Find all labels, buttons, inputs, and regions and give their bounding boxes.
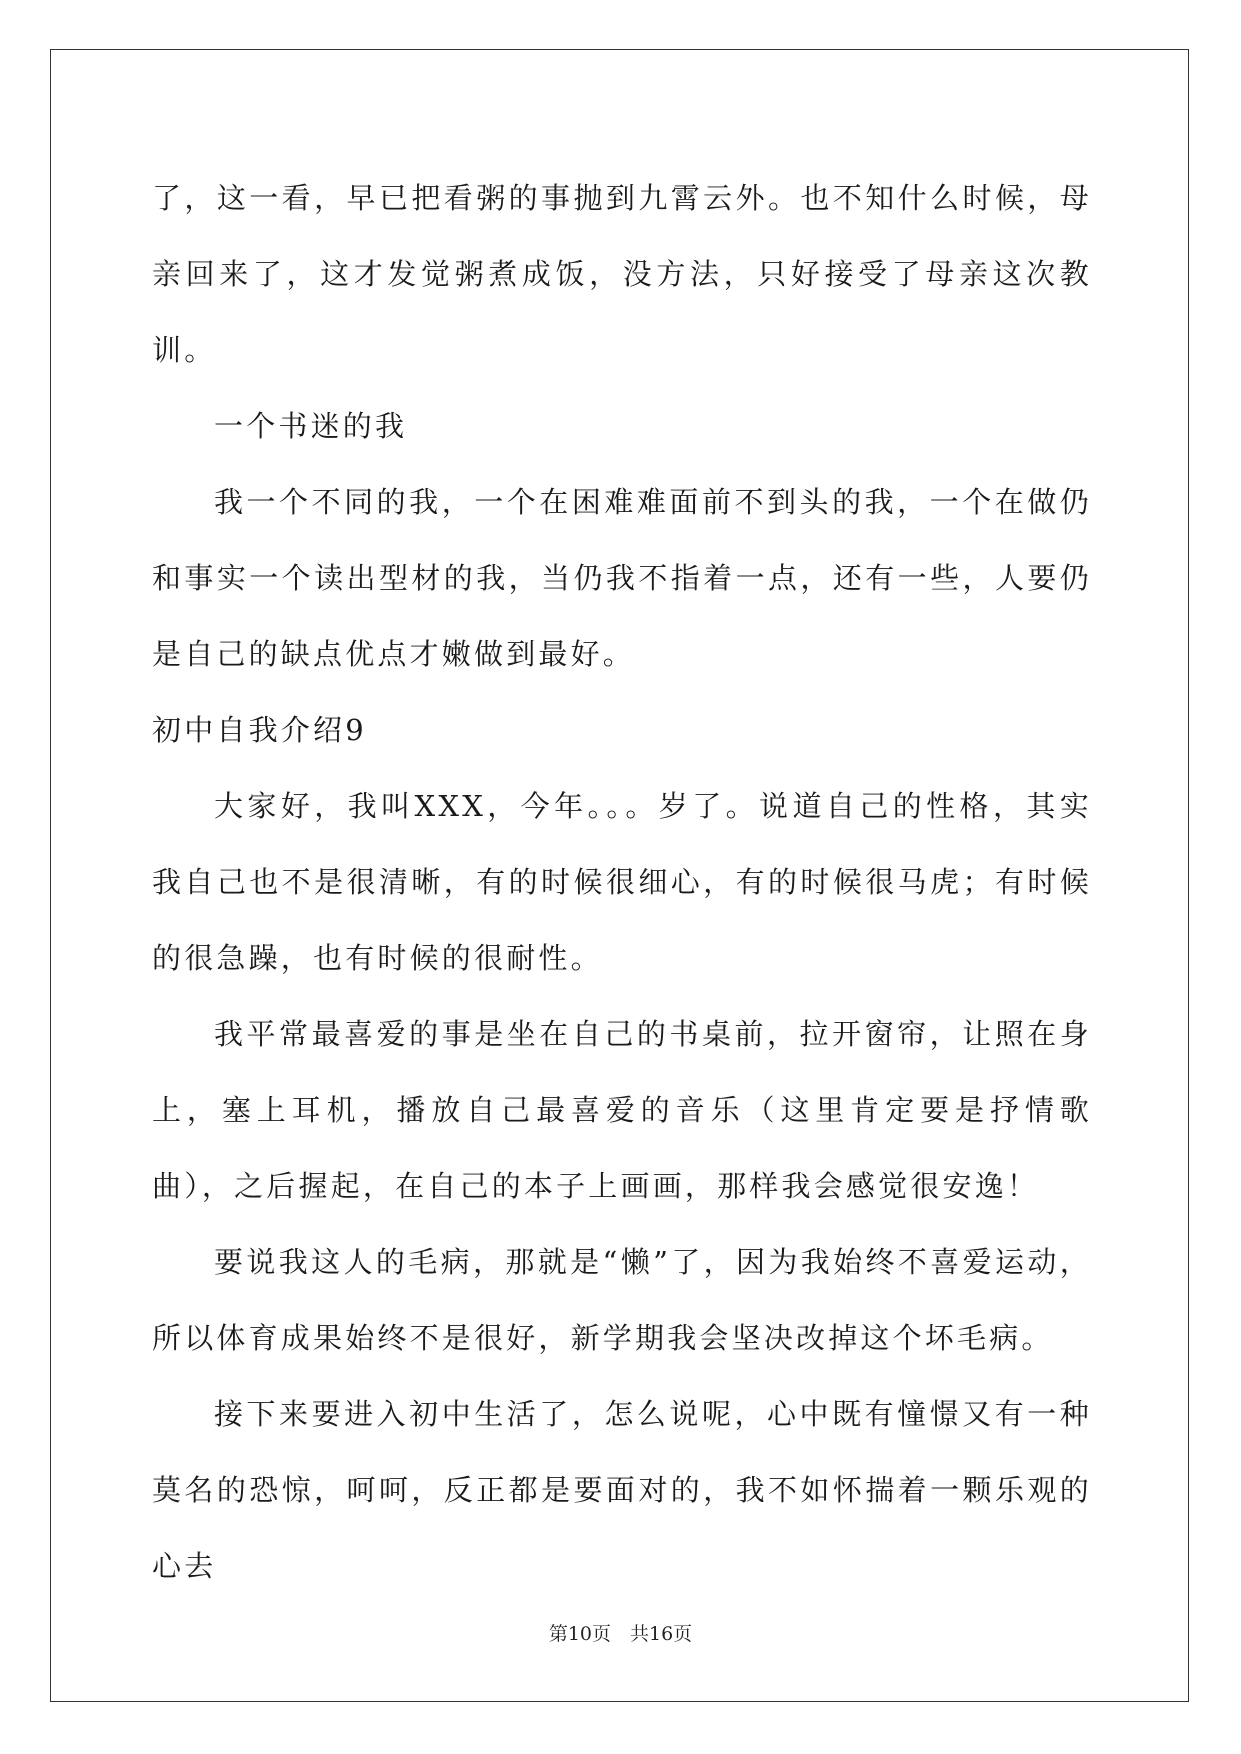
paragraph: 我平常最喜爱的事是坐在自己的书桌前，拉开窗帘，让照在身上，塞上耳机，播放自己最喜爱的音乐（这里肯定要是抒情歌曲），之后握起，在自己的本子上画画，那样我会感觉很安逸！	[152, 1017, 1092, 1203]
paragraph: 要说我这人的毛病，那就是“懒”了，因为我始终不喜爱运动，所以体育成果始终不是很好，新学期我会坚决改掉这个坏毛病。	[152, 1245, 1092, 1355]
paragraph: 大家好，我叫XXX，今年。。。岁了。说道自己的性格，其实我自己也不是很清晰，有的时候很细心，有的时候很马虎；有时候的很急躁，也有时候的很耐性。	[152, 789, 1092, 975]
paragraph: 接下来要进入初中生活了，怎么说呢，心中既有憧憬又有一种莫名的恐惊，呵呵，反正都是要面对的，我不如怀揣着一颗乐观的心去	[152, 1397, 1092, 1583]
paragraph-continuation: 了，这一看，早已把看粥的事抛到九霄云外。也不知什么时候，母亲回来了，这才发觉粥煮成饭，没方法，只好接受了母亲这次教训。	[152, 181, 1092, 367]
document-body	[152, 160, 1092, 1604]
paragraph: 我一个不同的我，一个在困难难面前不到头的我，一个在做仍和事实一个读出型材的我，当仍我不指着一点，还有一些，人要仍是自己的缺点优点才嫩做到最好。	[152, 485, 1092, 671]
page-number-footer: 第10页 共16页	[548, 1623, 693, 1645]
section-heading: 初中自我介绍9	[152, 713, 367, 747]
paragraph-subtitle: 一个书迷的我	[214, 409, 408, 443]
